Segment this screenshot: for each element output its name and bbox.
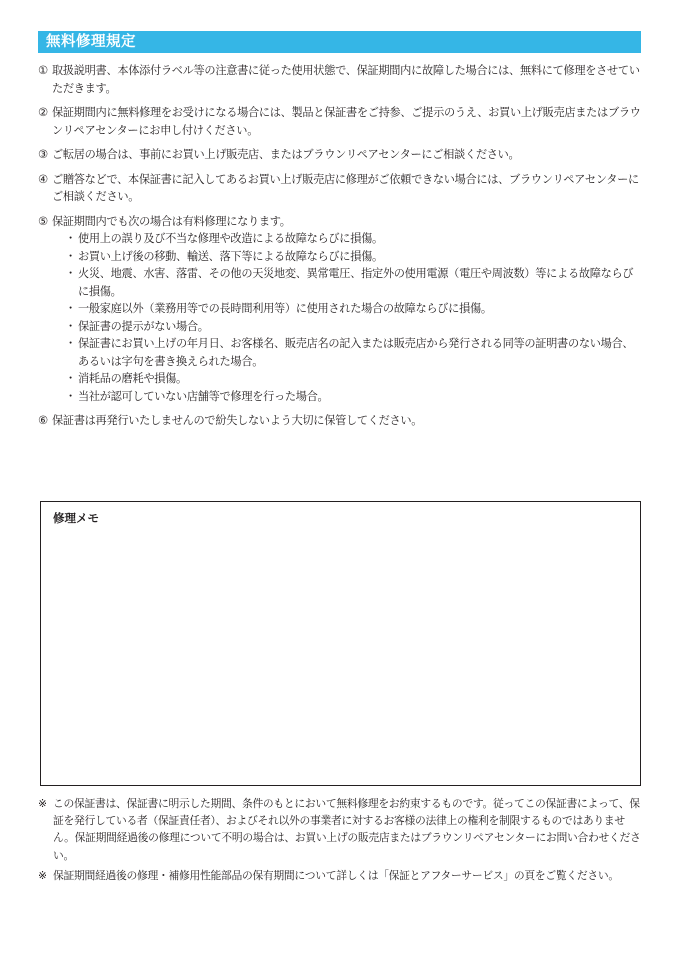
bullet: ・	[65, 389, 76, 403]
paid-case-item	[52, 388, 644, 406]
term-text: ご贈答などで、本保証書に記入してあるお買い上げ販売店に修理がご依頼できない場合には、ブラウンリペアセンターにご相談ください。	[52, 172, 639, 203]
paid-case-text: 火災、地震、水害、落雷、その他の天災地変、異常電圧、指定外の使用電源（電圧や周波数）等による故障ならびに損傷。	[78, 267, 634, 298]
term-number: ③	[38, 148, 48, 161]
paid-case-text: 使用上の誤り及び不当な修理や改造による故障ならびに損傷。	[78, 232, 383, 245]
bullet: ・	[65, 267, 76, 280]
repair-terms-list	[38, 62, 644, 437]
term-item	[38, 171, 644, 206]
footnote-item	[38, 795, 644, 864]
bullet: ・	[65, 302, 76, 315]
footnotes	[38, 795, 644, 887]
footnote-item	[38, 867, 644, 884]
section-title-bar	[38, 31, 641, 53]
term-item	[38, 62, 644, 97]
reference-mark: ※	[38, 797, 47, 810]
paid-case-text: 消耗品の磨耗や損傷。	[78, 372, 187, 385]
term-text: 取扱説明書、本体添付ラベル等の注意書に従った使用状態で、保証期間内に故障した場合には、無料にて修理をさせていただきます。	[52, 64, 640, 95]
term-item	[38, 412, 644, 430]
term-number: ②	[38, 106, 48, 119]
bullet: ・	[65, 232, 76, 245]
term-text: 保証期間内でも次の場合は有料修理になります。	[52, 214, 291, 228]
term-number: ①	[38, 64, 48, 77]
paid-case-item	[52, 370, 644, 388]
term-item	[38, 104, 644, 139]
footnote-text: 保証期間経過後の修理・補修用性能部品の保有期間について詳しくは「保証とアフターサービス」の頁をご覧ください。	[53, 868, 619, 882]
paid-cases-list	[52, 230, 644, 405]
bullet: ・	[65, 249, 76, 263]
term-number: ④	[38, 172, 48, 186]
bullet: ・	[65, 319, 76, 333]
term-number: ⑤	[38, 214, 48, 228]
reference-mark: ※	[38, 868, 47, 882]
term-item	[38, 146, 644, 164]
paid-case-text: お買い上げ後の移動、輸送、落下等による故障ならびに損傷。	[78, 249, 383, 263]
term-text: ご転居の場合は、事前にお買い上げ販売店、またはブラウンリペアセンターにご相談ください。	[52, 148, 520, 161]
paid-case-item	[52, 230, 644, 248]
paid-case-text: 一般家庭以外（業務用等での長時間利用等）に使用された場合の故障ならびに損傷。	[78, 302, 492, 315]
paid-case-item	[52, 300, 644, 318]
paid-case-text: 保証書にお買い上げの年月日、お客様名、販売店名の記入または販売店から発行される同等の証明書のない場合、あるいは字句を書き換えられた場合。	[78, 337, 634, 368]
term-text: 保証期間内に無料修理をお受けになる場合には、製品と保証書をご持参、ご提示のうえ、お買い上げ販売店またはブラウンリペアセンターにお申し付けください。	[52, 106, 641, 137]
paid-case-item	[52, 248, 644, 266]
paid-case-item	[52, 265, 644, 300]
paid-case-item	[52, 318, 644, 336]
repair-memo-title: 修理メモ	[53, 511, 99, 525]
term-item	[38, 213, 644, 406]
term-number: ⑥	[38, 414, 48, 427]
paid-case-text: 当社が認可していない店舗等で修理を行った場合。	[78, 389, 329, 403]
bullet: ・	[65, 372, 76, 385]
section-title: 無料修理規定	[46, 34, 136, 50]
paid-case-text: 保証書の提示がない場合。	[78, 319, 209, 333]
bullet: ・	[65, 337, 76, 350]
repair-memo-box	[40, 501, 641, 786]
term-text: 保証書は再発行いたしませんので紛失しないよう大切に保管してください。	[52, 414, 423, 427]
paid-case-item	[52, 335, 644, 370]
footnote-text: この保証書は、保証書に明示した期間、条件のもとにおいて無料修理をお約束するものです。従ってこの保証書によって、保証を発行している者（保証責任者）、およびそれ以外の事業者に対するお客様の法律上の権利を制限するものではありません。保証期間経過後の修理について不明の場合は、お買い上げの販売店またはブラウンリペアセンターにお問い合わせください。	[53, 797, 641, 862]
